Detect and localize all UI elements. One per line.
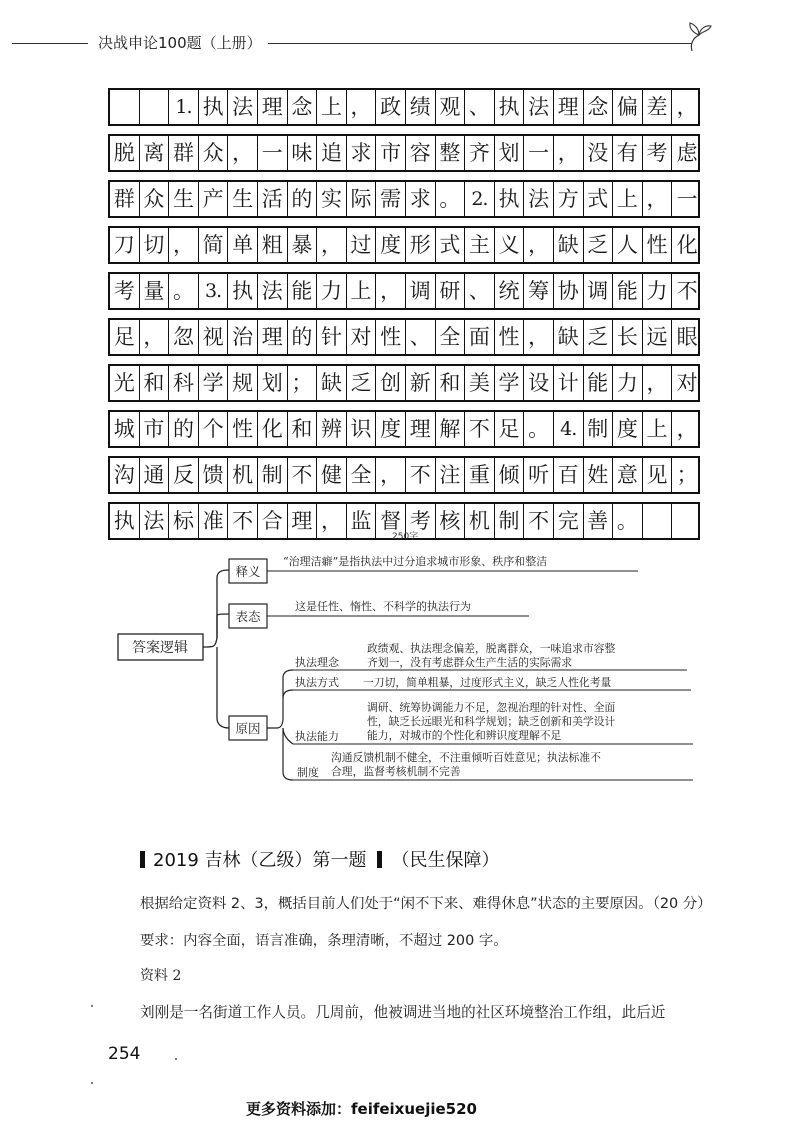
material-label: 资料 2 — [140, 968, 182, 984]
grid-cell: 考 — [406, 504, 436, 538]
grid-cell: 设 — [524, 366, 554, 400]
grid-cell: 。 — [613, 504, 643, 538]
grid-cell: 缺 — [554, 228, 584, 262]
grid-cell: 识 — [347, 412, 377, 446]
scan-speck — [91, 1082, 93, 1084]
header-rule-right — [268, 43, 692, 44]
grid-cell: 过 — [347, 228, 377, 262]
grid-cell: ， — [140, 320, 170, 354]
reason-label-system: 制度 — [297, 766, 319, 779]
grid-cell: 重 — [465, 458, 495, 492]
grid-cell: 百 — [554, 458, 584, 492]
grid-cell: 形 — [406, 228, 436, 262]
grid-cell: ； — [288, 366, 318, 400]
grid-cell: 不 — [465, 412, 495, 446]
grid-cell: ， — [376, 458, 406, 492]
grid-cell: 的 — [169, 412, 199, 446]
grid-cell: 3. — [199, 274, 229, 308]
grid-cell: 味 — [288, 136, 318, 170]
grid-cell: 暴 — [288, 228, 318, 262]
grid-cell: 准 — [199, 504, 229, 538]
grid-cell: 、 — [465, 274, 495, 308]
reasons-node-label: 原因 — [235, 721, 261, 736]
grid-row — [108, 364, 700, 402]
grid-cell: 倾 — [495, 458, 525, 492]
grid-cell: 制 — [584, 412, 614, 446]
grid-cell: 求 — [347, 136, 377, 170]
grid-cell: 粗 — [258, 228, 288, 262]
grid-cell: 理 — [288, 504, 318, 538]
grid-row — [108, 272, 700, 310]
grid-cell: 对 — [676, 370, 698, 395]
grid-cell: 乏 — [347, 366, 377, 400]
grid-cell: ， — [524, 320, 554, 354]
grid-cell: 姓 — [584, 458, 614, 492]
grid-cell: 一 — [676, 186, 698, 211]
heading-bar-left — [140, 851, 145, 868]
grid-cell: ， — [554, 136, 584, 170]
grid-cell: 制 — [258, 458, 288, 492]
grid-cell: 际 — [347, 182, 377, 216]
grid-cell: 辨 — [317, 412, 347, 446]
grid-cell: 学 — [199, 366, 229, 400]
grid-cell: 不 — [288, 458, 318, 492]
grid-cell: 协 — [554, 274, 584, 308]
grid-cell: 性 — [228, 412, 258, 446]
grid-cell: 听 — [524, 458, 554, 492]
grid-cell: 计 — [554, 366, 584, 400]
grid-cell — [110, 90, 140, 124]
grid-cell: 划 — [495, 136, 525, 170]
grid-cell: 城 — [110, 412, 140, 446]
grid-cell: 学 — [495, 366, 525, 400]
grid-cell: 机 — [228, 458, 258, 492]
grid-cell: 对 — [347, 320, 377, 354]
grid-cell: 标 — [169, 504, 199, 538]
grid-row — [108, 456, 700, 494]
grid-cell: 式 — [584, 182, 614, 216]
grid-cell: 有 — [613, 136, 643, 170]
grid-cell: 虑 — [676, 140, 698, 165]
grid-cell: 执 — [495, 182, 525, 216]
grid-cell: 理 — [406, 412, 436, 446]
grid-cell: 、 — [465, 90, 495, 124]
grid-cell: 光 — [110, 366, 140, 400]
grid-cell: 科 — [169, 366, 199, 400]
attitude-node-label: 表态 — [235, 609, 261, 624]
grid-cell: 法 — [228, 90, 258, 124]
grid-cell: 监 — [347, 504, 377, 538]
grid-cell: 力 — [317, 274, 347, 308]
grid-cell: ， — [317, 504, 347, 538]
grid-cell: 远 — [643, 320, 673, 354]
grid-cell: 执 — [228, 274, 258, 308]
grid-cell: 一 — [258, 136, 288, 170]
grid-cell: 法 — [140, 504, 170, 538]
grid-cell: 齐 — [465, 136, 495, 170]
grid-cell: 执 — [199, 90, 229, 124]
grid-cell: 上 — [347, 274, 377, 308]
grid-cell: ， — [347, 90, 377, 124]
sprout-icon — [684, 20, 714, 54]
scan-speck — [175, 1058, 177, 1060]
grid-cell: 不 — [676, 278, 698, 303]
grid-cell: 政 — [376, 90, 406, 124]
grid-cell: 不 — [228, 504, 258, 538]
grid-cell: 方 — [554, 182, 584, 216]
grid-cell: 市 — [140, 412, 170, 446]
grid-cell: 求 — [406, 182, 436, 216]
grid-cell: 化 — [676, 232, 698, 257]
grid-cell: 健 — [317, 458, 347, 492]
grid-cell: 容 — [406, 136, 436, 170]
grid-cell: 没 — [584, 136, 614, 170]
grid-row — [108, 88, 700, 126]
grid-cell: ， — [169, 228, 199, 262]
grid-cell: 性 — [495, 320, 525, 354]
header-rule-left — [12, 43, 88, 44]
reason-label-method: 执法方式 — [295, 676, 339, 689]
reason-label-philosophy: 执法理念 — [295, 656, 339, 669]
grid-cell: ， — [676, 416, 698, 441]
grid-cell: 考 — [110, 274, 140, 308]
grid-cell: 不 — [406, 458, 436, 492]
grid-cell: 生 — [228, 182, 258, 216]
grid-cell: 简 — [199, 228, 229, 262]
grid-cell: 规 — [228, 366, 258, 400]
reason-text-capability-2: 性，缺乏长远眼光和科学规划；缺乏创新和美学设计 — [367, 715, 616, 728]
reason-text-capability-1: 调研、统筹协调能力不足，忽视治理的针对性、全面 — [367, 701, 616, 714]
grid-cell: 化 — [258, 412, 288, 446]
grid-cell: 活 — [258, 182, 288, 216]
question-prompt: 根据给定资料 2、3，概括目前人们处于“闲不下来、难得休息”状态的主要原因。（20 分） — [140, 896, 712, 912]
grid-cell: 见 — [643, 458, 673, 492]
grid-cell: 量 — [140, 274, 170, 308]
question-tag: （民生保障） — [391, 850, 500, 871]
grid-cell: 调 — [406, 274, 436, 308]
grid-cell — [140, 90, 170, 124]
question-title: 2019 吉林（乙级）第一题 — [153, 850, 367, 871]
grid-cell: 个 — [199, 412, 229, 446]
grid-cell: 。 — [169, 274, 199, 308]
grid-cell: 切 — [140, 228, 170, 262]
grid-cell: 通 — [140, 458, 170, 492]
material-text: 刘刚是一名街道工作人员。几周前，他被调进当地的社区环境整治工作组，此后近 — [140, 1004, 666, 1021]
grid-cell: 上 — [317, 90, 347, 124]
grid-cell: 上 — [643, 412, 673, 446]
grid-cell: 式 — [436, 228, 466, 262]
grid-cell: ， — [524, 228, 554, 262]
grid-cell: ， — [643, 182, 673, 216]
grid-cell: 力 — [613, 366, 643, 400]
grid-cell: 缺 — [554, 320, 584, 354]
grid-cell: ， — [376, 274, 406, 308]
grid-cell: 理 — [554, 90, 584, 124]
grid-cell: 生 — [169, 182, 199, 216]
grid-cell: 度 — [376, 228, 406, 262]
grid-cell: 4. — [554, 412, 584, 446]
grid-cell: 忽 — [169, 320, 199, 354]
reason-text-method-1: 一刀切，简单粗暴，过度形式主义，缺乏人性化考量 — [363, 676, 612, 689]
grid-cell: 和 — [140, 366, 170, 400]
grid-cell: 1. — [169, 90, 199, 124]
grid-cell: 绩 — [406, 90, 436, 124]
grid-cell: 念 — [584, 90, 614, 124]
grid-cell: 善 — [584, 504, 614, 538]
grid-cell: 执 — [495, 90, 525, 124]
grid-cell: 性 — [376, 320, 406, 354]
grid-cell: 创 — [376, 366, 406, 400]
grid-cell: 义 — [495, 228, 525, 262]
grid-cell: 研 — [436, 274, 466, 308]
grid-cell: 追 — [317, 136, 347, 170]
grid-cell: 和 — [288, 412, 318, 446]
grid-cell: 足 — [110, 320, 140, 354]
grid-cell: 脱 — [110, 136, 140, 170]
grid-row — [108, 134, 700, 172]
grid-row — [108, 226, 700, 264]
grid-cell: 离 — [140, 136, 170, 170]
grid-cell: ， — [676, 94, 698, 119]
grid-cell: 眼 — [676, 324, 698, 349]
grid-cell: 乏 — [584, 320, 614, 354]
grid-cell: 考 — [643, 136, 673, 170]
grid-cell: 2. — [465, 182, 495, 216]
grid-cell — [643, 504, 673, 538]
grid-cell: 合 — [258, 504, 288, 538]
grid-cell: 统 — [495, 274, 525, 308]
reason-text-philosophy-1: 政绩观、执法理念偏差，脱离群众，一味追求市容整 — [367, 642, 616, 655]
question-heading — [140, 846, 500, 872]
grid-cell: 治 — [228, 320, 258, 354]
grid-cell: 众 — [140, 182, 170, 216]
grid-cell: 注 — [436, 458, 466, 492]
attitude-text: 这是任性、惰性、不科学的执法行为 — [295, 600, 471, 613]
grid-cell: ， — [643, 366, 673, 400]
grid-cell: 筹 — [524, 274, 554, 308]
grid-cell: 长 — [613, 320, 643, 354]
reason-label-capability: 执法能力 — [295, 730, 339, 743]
grid-cell: 法 — [524, 182, 554, 216]
page-header — [0, 28, 800, 58]
grid-cell: 完 — [554, 504, 584, 538]
root-node-label: 答案逻辑 — [132, 640, 188, 656]
grid-cell: 针 — [317, 320, 347, 354]
grid-cell: 理 — [258, 320, 288, 354]
grid-cell: 偏 — [613, 90, 643, 124]
answer-grid — [108, 88, 700, 548]
reason-text-system-2: 合理，监督考核机制不完善 — [331, 765, 461, 778]
grid-cell: 缺 — [317, 366, 347, 400]
grid-cell: 和 — [436, 366, 466, 400]
grid-cell: 法 — [524, 90, 554, 124]
grid-cell: 执 — [110, 504, 140, 538]
grid-cell — [672, 504, 702, 538]
grid-cell: 性 — [643, 228, 673, 262]
grid-cell: 的 — [288, 320, 318, 354]
grid-cell: 度 — [376, 412, 406, 446]
grid-cell: 馈 — [199, 458, 229, 492]
grid-cell: ， — [228, 136, 258, 170]
meaning-node-label: 释义 — [235, 564, 261, 579]
grid-cell: 能 — [584, 366, 614, 400]
heading-bar-right — [377, 851, 382, 868]
answer-logic-mindmap — [105, 548, 705, 793]
grid-cell: 。 — [524, 412, 554, 446]
grid-cell: 能 — [613, 274, 643, 308]
grid-cell: 机 — [465, 504, 495, 538]
grid-cell: 人 — [613, 228, 643, 262]
grid-cell: 划 — [258, 366, 288, 400]
grid-row — [108, 318, 700, 356]
grid-cell: 新 — [406, 366, 436, 400]
grid-cell: 的 — [288, 182, 318, 216]
grid-cell: 力 — [643, 274, 673, 308]
grid-cell: 。 — [436, 182, 466, 216]
page-number: 254 — [108, 1044, 141, 1064]
grid-cell: 观 — [436, 90, 466, 124]
grid-cell: 督 — [376, 504, 406, 538]
reason-text-philosophy-2: 齐划一，没有考虑群众生产生活的实际需求 — [367, 656, 573, 669]
grid-cell: 需 — [376, 182, 406, 216]
reason-text-system-1: 沟通反馈机制不健全，不注重倾听百姓意见；执法标准不 — [331, 751, 601, 764]
grid-cell: 度 — [613, 412, 643, 446]
grid-row — [108, 180, 700, 218]
grid-cell: 整 — [436, 136, 466, 170]
grid-cell: ； — [676, 462, 698, 487]
grid-cell: 沟 — [110, 458, 140, 492]
meaning-text: “治理洁癖”是指执法中过分追求城市形象、秩序和整洁 — [283, 555, 548, 568]
grid-cell: 主 — [465, 228, 495, 262]
grid-cell: 全 — [347, 458, 377, 492]
grid-row — [108, 410, 700, 448]
grid-cell: 单 — [228, 228, 258, 262]
grid-cell: 能 — [288, 274, 318, 308]
grid-cell: 核 — [436, 504, 466, 538]
grid-cell: 理 — [258, 90, 288, 124]
grid-cell: 念 — [288, 90, 318, 124]
grid-cell: 差 — [643, 90, 673, 124]
grid-cell: 产 — [199, 182, 229, 216]
grid-cell: 众 — [199, 136, 229, 170]
grid-cell: 实 — [317, 182, 347, 216]
footer-contact: 更多资料添加：feifeixuejie520 — [246, 1100, 477, 1118]
grid-cell: 面 — [465, 320, 495, 354]
grid-cell: 美 — [465, 366, 495, 400]
grid-cell: 全 — [436, 320, 466, 354]
grid-cell: 刀 — [110, 228, 140, 262]
grid-cell: 不 — [524, 504, 554, 538]
grid-cell: 视 — [199, 320, 229, 354]
grid-cell: 群 — [110, 182, 140, 216]
grid-cell: 、 — [406, 320, 436, 354]
scan-speck — [91, 1005, 93, 1007]
word-count: 250字 — [392, 532, 419, 542]
reason-text-capability-3: 能力，对城市的个性化和辨识度理解不足 — [367, 729, 562, 742]
grid-cell: 解 — [436, 412, 466, 446]
grid-cell: 市 — [376, 136, 406, 170]
grid-cell: 上 — [613, 182, 643, 216]
grid-cell: 调 — [584, 274, 614, 308]
grid-cell: 法 — [258, 274, 288, 308]
grid-cell: 反 — [169, 458, 199, 492]
question-requirement: 要求：内容全面，语言准确，条理清晰，不超过 200 字。 — [140, 933, 508, 949]
grid-cell: 乏 — [584, 228, 614, 262]
grid-cell: ， — [317, 228, 347, 262]
book-title: 决战申论100题（上册） — [98, 34, 262, 52]
grid-cell: 一 — [524, 136, 554, 170]
grid-cell: 足 — [495, 412, 525, 446]
grid-cell: 群 — [169, 136, 199, 170]
grid-cell: 制 — [495, 504, 525, 538]
grid-cell: 意 — [613, 458, 643, 492]
